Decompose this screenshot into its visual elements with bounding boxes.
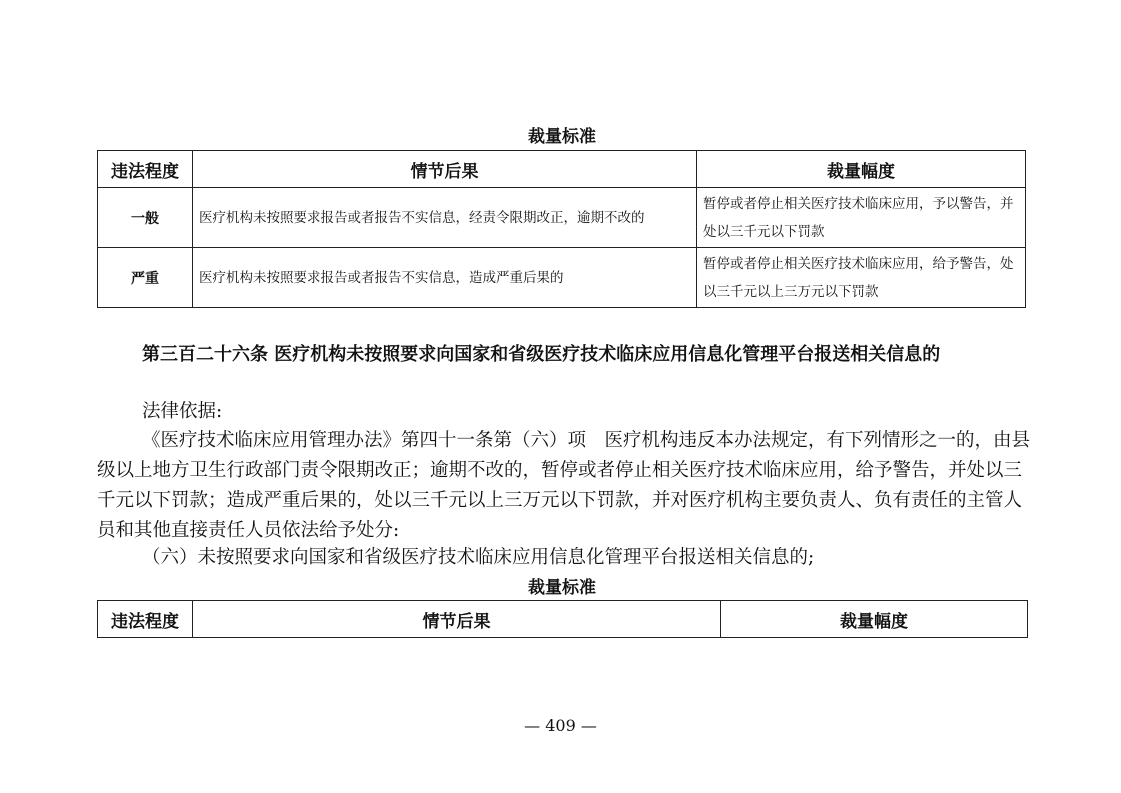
table1-header-level: 违法程度 (98, 151, 193, 188)
legal-basis-item: （六）未按照要求向国家和省级医疗技术临床应用信息化管理平台报送相关信息的; (142, 547, 815, 568)
legal-basis-label: 法律依据: (142, 401, 223, 422)
table2-caption: 裁量标准 (528, 578, 596, 598)
table1-row1-penalty: 暂停或者停止相关医疗技术临床应用，予以警告，并处以三千元以下罚款 (697, 188, 1026, 248)
table2-header-consequence: 情节后果 (193, 601, 721, 638)
table1-row2-penalty: 暂停或者停止相关医疗技术临床应用，给予警告，处以三千元以上三万元以下罚款 (697, 248, 1026, 308)
table1-header-consequence: 情节后果 (193, 151, 697, 188)
table1-header-penalty: 裁量幅度 (697, 151, 1026, 188)
table2-header-level: 违法程度 (98, 601, 193, 638)
legal-basis-text: 《医疗技术临床应用管理办法》第四十一条第（六）项 医疗机构违反本办法规定，有下列情形之一的，由县级以上地方卫生行政部门责令限期改正；逾期不改的，暂停或者停止相关医疗技术临床应用，给予警告，并处以三千元以下罚款；造成严重后果的，处以三千元以上三万元以下罚款，并对医疗机构主要负责人、负有责任的主管人员和其他直接责任人员依法给予处分: (97, 430, 1031, 541)
table-row (98, 188, 1026, 248)
table1-row2-consequence: 医疗机构未按照要求报告或者报告不实信息，造成严重后果的 (193, 248, 697, 308)
table1-row1-consequence: 医疗机构未按照要求报告或者报告不实信息，经责令限期改正，逾期不改的 (193, 188, 697, 248)
table1-row1-level: 一般 (98, 188, 193, 248)
discretion-table-1 (97, 150, 1026, 308)
page-number: — 409 — (524, 716, 597, 735)
table-row (98, 248, 1026, 308)
article-title: 第三百二十六条 医疗机构未按照要求向国家和省级医疗技术临床应用信息化管理平台报送相关信息的 (142, 344, 941, 365)
table2-header-row (98, 601, 1028, 638)
table1-caption: 裁量标准 (528, 127, 596, 147)
table1-header-row (98, 151, 1026, 188)
table1-row2-level: 严重 (98, 248, 193, 308)
table2-header-penalty: 裁量幅度 (721, 601, 1028, 638)
discretion-table-2 (97, 600, 1028, 638)
